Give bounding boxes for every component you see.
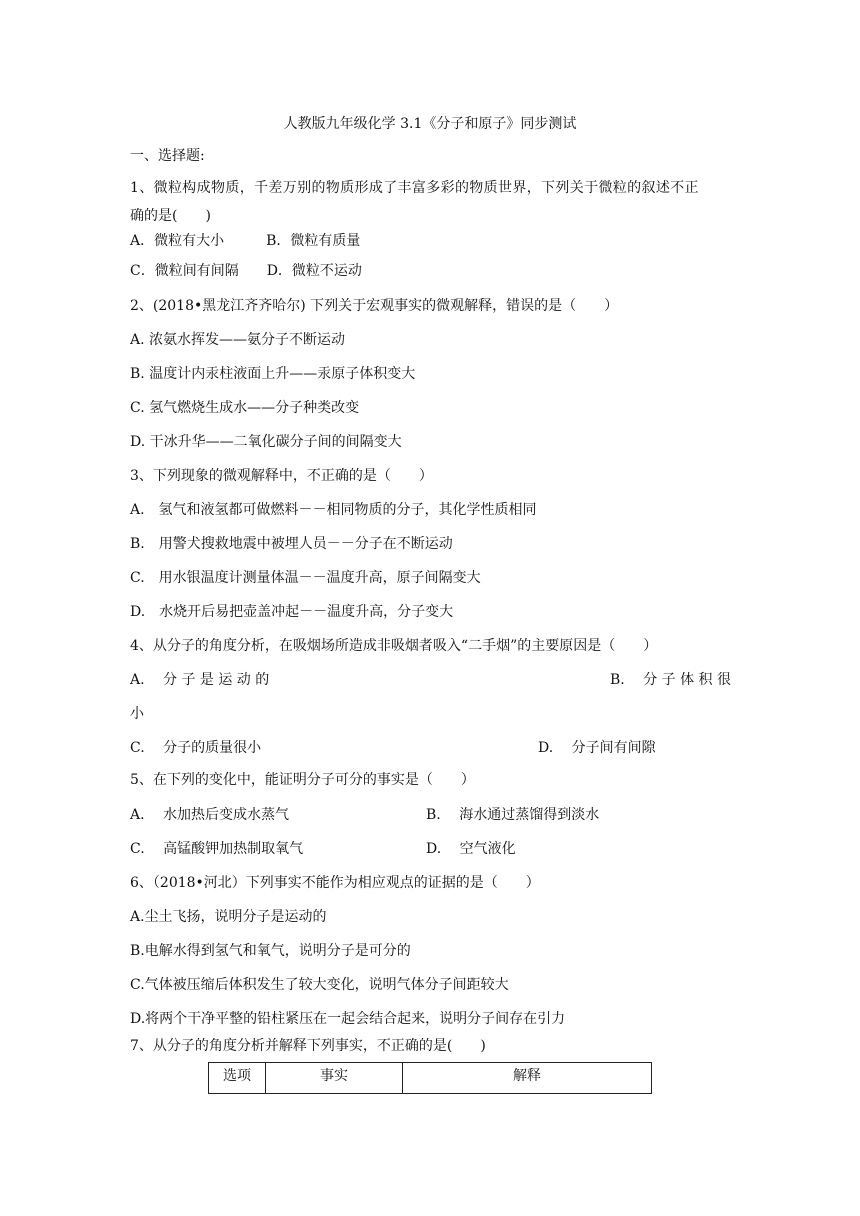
q5-stem: 5、在下列的变化中，能证明分子可分的事实是（ ） <box>130 772 475 788</box>
q3-option-a: A. 氢气和液氢都可做燃料－－相同物质的分子，其化学性质相同 <box>130 502 537 518</box>
q6-option-c: C.气体被压缩后体积发生了较大变化，说明气体分子间距较大 <box>130 977 509 993</box>
header-explanation: 解释 <box>403 1063 652 1094</box>
q6-option-d: D.将两个干净平整的铅柱紧压在一起会结合起来，说明分子间存在引力 <box>130 1011 566 1027</box>
q3-option-d: D. 水烧开后易把壶盖冲起－－温度升高，分子变大 <box>130 604 454 620</box>
q4-option-b: B. 分 子 体 积 很 <box>610 672 731 688</box>
q2-stem: 2、(2018•黑龙江齐齐哈尔) 下列关于宏观事实的微观解释，错误的是（ ） <box>130 298 619 314</box>
q3-option-b: B. 用警犬搜救地震中被埋人员－－分子在不断运动 <box>130 536 453 552</box>
q2-option-b: B. 温度计内汞柱液面上升——汞原子体积变大 <box>130 366 416 382</box>
header-fact: 事实 <box>266 1063 403 1094</box>
q4-option-c: C. 分子的质量很小 <box>130 740 262 756</box>
q6-stem: 6、（2018•河北）下列事实不能作为相应观点的证据的是（ ） <box>130 875 540 891</box>
q4-option-b-continued: 小 <box>130 706 144 722</box>
q2-option-a: A. 浓氨水挥发——氨分子不断运动 <box>130 332 346 348</box>
q2-option-c: C. 氢气燃烧生成水——分子种类改变 <box>130 400 360 416</box>
q1-stem-line1: 1、微粒构成物质，千差万别的物质形成了丰富多彩的物质世界，下列关于微粒的叙述不正 <box>130 180 699 196</box>
q1-stem-line2: 确的是( ) <box>130 208 211 224</box>
q5-option-c: C. 高锰酸钾加热制取氧气 <box>130 841 304 857</box>
q7-table <box>208 1062 652 1094</box>
q3-stem: 3、下列现象的微观解释中，不正确的是（ ） <box>130 468 433 484</box>
q7-stem: 7、从分子的角度分析并解释下列事实，不正确的是( ) <box>130 1038 486 1054</box>
q1-options-row1: A．微粒有大小 B．微粒有质量 <box>130 233 361 249</box>
q5-option-b: B. 海水通过蒸馏得到淡水 <box>426 807 600 823</box>
section-heading: 一、选择题: <box>130 148 205 164</box>
q6-option-a: A.尘土飞扬，说明分子是运动的 <box>130 909 327 925</box>
q2-option-d: D. 干冰升华——二氧化碳分子间的间隔变大 <box>130 434 402 450</box>
q5-option-a: A. 水加热后变成水蒸气 <box>130 807 290 823</box>
header-option: 选项 <box>209 1063 266 1094</box>
q1-options-row2: C．微粒间有间隔 D．微粒不运动 <box>130 263 362 279</box>
q4-option-d: D. 分子间有间隙 <box>538 740 656 756</box>
q6-option-b: B.电解水得到氢气和氧气，说明分子是可分的 <box>130 943 411 959</box>
q3-option-c: C. 用水银温度计测量体温－－温度升高，原子间隔变大 <box>130 570 481 586</box>
table-header-row <box>209 1063 652 1094</box>
q4-stem: 4、从分子的角度分析，在吸烟场所造成非吸烟者吸入“二手烟”的主要原因是（ ） <box>130 638 658 654</box>
document-title: 人教版九年级化学 3.1《分子和原子》同步测试 <box>283 116 577 132</box>
q5-option-d: D. 空气液化 <box>426 841 516 857</box>
q4-option-a: A. 分 子 是 运 动 的 <box>130 672 270 688</box>
